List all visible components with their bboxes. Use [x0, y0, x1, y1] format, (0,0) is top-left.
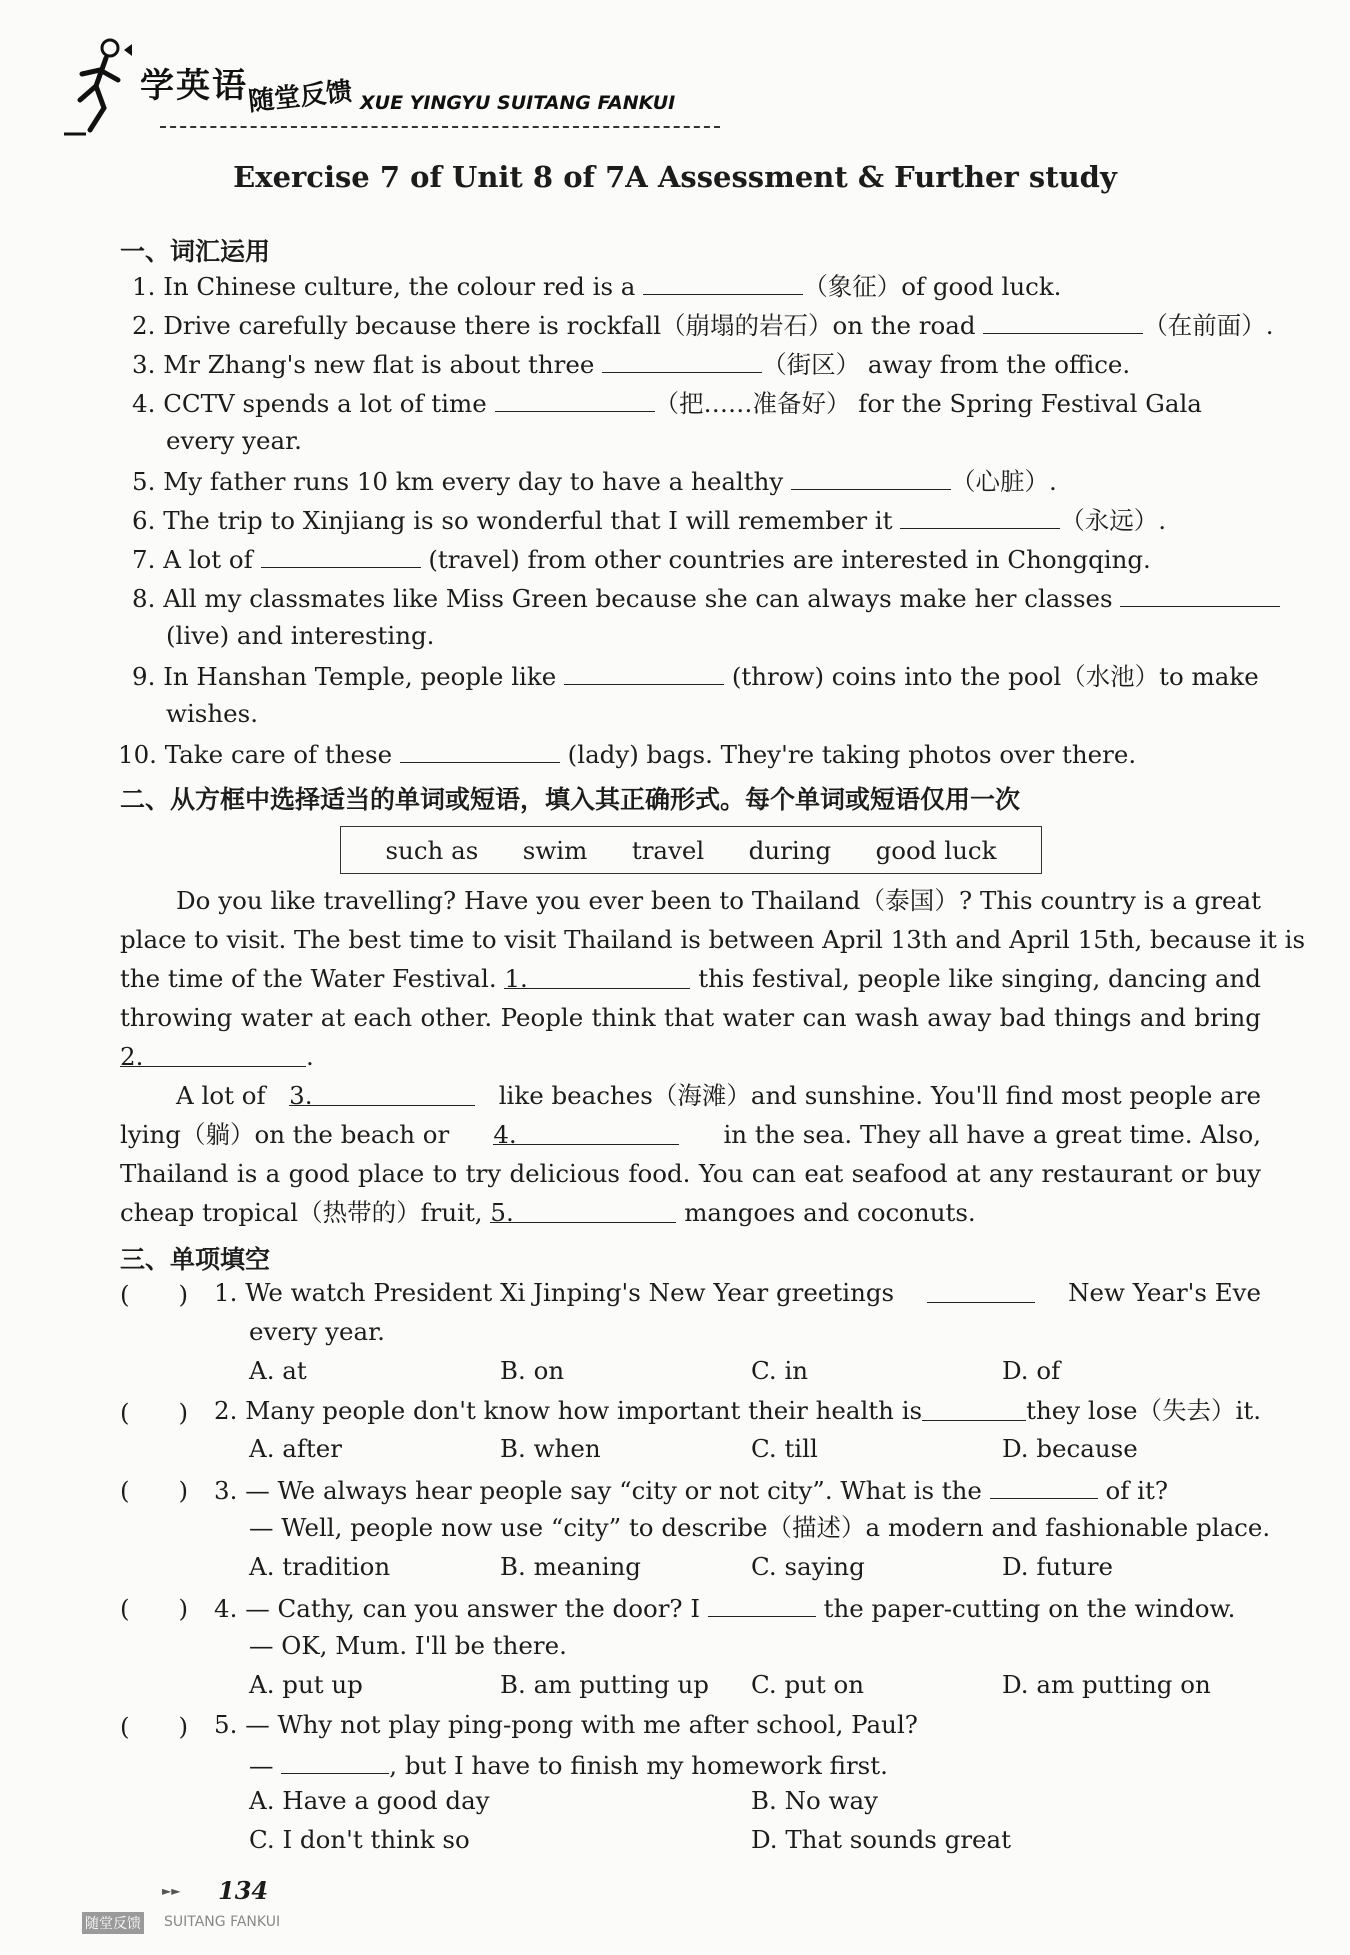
passage-blank-5[interactable]: 5.: [490, 1196, 676, 1223]
choice-a: A. put up: [249, 1670, 363, 1699]
passage-line: throwing water at each other. People think that water can wash away bad things and bring: [120, 1003, 1261, 1032]
passage-line: Thailand is a good place to try delicious food. You can eat seafood at any restaurant or buy: [120, 1159, 1261, 1188]
passage-line: Do you like travelling? Have you ever been to Thailand（泰国）? This country is a great: [176, 886, 1261, 915]
answer-blank: [708, 1590, 816, 1617]
header-pinyin: XUE YINGYU SUITANG FANKUI: [360, 92, 676, 114]
s3-q5-cont: — , but I have to finish my homework first.: [249, 1747, 888, 1783]
section1-heading: 一、词汇运用: [120, 237, 271, 266]
passage-line: cheap tropical（热带的）fruit, 5. mangoes and coconuts.: [120, 1198, 976, 1227]
choice-d: D. because: [1002, 1434, 1138, 1463]
s3-q2: 2. Many people don't know how important their health is they lose（失去）it.: [214, 1396, 1261, 1425]
s1-q2: 2. Drive carefully because there is rockfall（崩塌的岩石）on the road （在前面）.: [132, 307, 1274, 343]
header-cn-title: 学英语: [140, 66, 248, 106]
answer-blank[interactable]: [1120, 580, 1280, 607]
answer-blank[interactable]: [983, 307, 1143, 334]
section2-heading: 二、从方框中选择适当的单词或短语，填入其正确形式。每个单词或短语仅用一次: [120, 785, 1021, 814]
s1-q4-cont: every year.: [166, 426, 302, 455]
answer-blank: [922, 1394, 1026, 1421]
answer-blank[interactable]: [643, 268, 803, 295]
s1-q10: 10. Take care of these (lady) bags. They're taking photos over there.: [118, 736, 1136, 772]
passage-line: 2. .: [120, 1042, 314, 1071]
s3-q4: 4. — Cathy, can you answer the door? I the paper-cutting on the window.: [214, 1590, 1235, 1626]
arrow-icon: ►►: [162, 1884, 181, 1898]
choice-b: B. when: [500, 1434, 601, 1463]
passage-line: place to visit. The best time to visit Thailand is between April 13th and April 15th, because it is: [120, 925, 1306, 954]
word-option: during: [748, 835, 832, 865]
passage-blank-3[interactable]: 3.: [289, 1079, 475, 1106]
s1-q6: 6. The trip to Xinjiang is so wonderful that I will remember it （永远）.: [132, 502, 1166, 538]
word-option: good luck: [875, 835, 997, 865]
answer-blank[interactable]: [400, 736, 560, 763]
passage-blank-4[interactable]: 4.: [493, 1118, 679, 1145]
choice-b: B. No way: [751, 1786, 878, 1815]
s1-q5: 5. My father runs 10 km every day to have a healthy （心脏）.: [132, 463, 1057, 499]
passage-line: lying（躺）on the beach or 4. in the sea. They all have a great time. Also,: [120, 1120, 1261, 1149]
choice-a: A. at: [249, 1356, 307, 1385]
answer-paren[interactable]: ( ): [120, 1476, 189, 1505]
passage-line: the time of the Water Festival. 1. this festival, people like singing, dancing and: [120, 964, 1261, 993]
s3-q1: 1. We watch President Xi Jinping's New Year greetings New Year's Eve: [214, 1278, 1261, 1307]
choice-d: D. of: [1002, 1356, 1061, 1385]
choice-d: D. That sounds great: [751, 1825, 1011, 1854]
choice-c: C. put on: [751, 1670, 865, 1699]
page-header: [60, 20, 680, 140]
choice-c: C. I don't think so: [249, 1825, 470, 1854]
s1-q9: 9. In Hanshan Temple, people like (throw) coins into the pool（水池）to make: [132, 658, 1259, 694]
word-box: [340, 826, 1042, 874]
choice-c: C. saying: [751, 1552, 865, 1581]
s3-q4-cont: — OK, Mum. I'll be there.: [249, 1631, 567, 1660]
passage-blank-1[interactable]: 1.: [504, 962, 690, 989]
s1-q3: 3. Mr Zhang's new flat is about three （街区） away from the office.: [132, 346, 1130, 382]
passage-blank-2[interactable]: 2.: [120, 1040, 306, 1067]
answer-paren[interactable]: ( ): [120, 1280, 189, 1309]
choice-a: A. Have a good day: [249, 1786, 490, 1815]
choice-c: C. till: [751, 1434, 818, 1463]
answer-blank[interactable]: [900, 502, 1060, 529]
answer-blank[interactable]: [495, 385, 655, 412]
answer-blank[interactable]: [602, 346, 762, 373]
s1-q4: 4. CCTV spends a lot of time （把……准备好） for the Spring Festival Gala: [132, 385, 1202, 421]
answer-blank: [281, 1747, 389, 1774]
page-number: 134: [218, 1876, 269, 1905]
footer-en-label: SUITANG FANKUI: [164, 1914, 281, 1930]
answer-blank[interactable]: [791, 463, 951, 490]
answer-blank: [927, 1276, 1035, 1303]
page-title: Exercise 7 of Unit 8 of 7A Assessment & Further study: [233, 160, 1117, 194]
choice-a: A. after: [249, 1434, 342, 1463]
answer-paren[interactable]: ( ): [120, 1594, 189, 1623]
choice-c: C. in: [751, 1356, 809, 1385]
s1-q8: 8. All my classmates like Miss Green because she can always make her classes: [132, 580, 1280, 616]
s1-q8-cont: (live) and interesting.: [166, 621, 435, 650]
runner-logo-icon: [60, 30, 140, 140]
choice-d: D. am putting on: [1002, 1670, 1211, 1699]
word-option: swim: [522, 835, 588, 865]
choice-b: B. meaning: [500, 1552, 641, 1581]
choice-a: A. tradition: [249, 1552, 391, 1581]
s1-q9-cont: wishes.: [166, 699, 259, 728]
choice-b: B. am putting up: [500, 1670, 709, 1699]
s1-q1: 1. In Chinese culture, the colour red is a （象征）of good luck.: [132, 268, 1061, 304]
s3-q5: 5. — Why not play ping-pong with me after school, Paul?: [214, 1710, 918, 1739]
s3-q3-cont: — Well, people now use “city” to describe（描述）a modern and fashionable place.: [249, 1513, 1271, 1542]
footer-cn-label: 随堂反馈: [82, 1912, 144, 1934]
choice-b: B. on: [500, 1356, 565, 1385]
section3-heading: 三、单项填空: [120, 1245, 271, 1274]
answer-blank: [990, 1472, 1098, 1499]
answer-blank[interactable]: [564, 658, 724, 685]
answer-paren[interactable]: ( ): [120, 1712, 189, 1741]
header-cn-subtitle: 随堂反馈: [246, 76, 354, 118]
header-divider: [160, 126, 720, 128]
s1-q7: 7. A lot of (travel) from other countries are interested in Chongqing.: [132, 541, 1151, 577]
s3-q3: 3. — We always hear people say “city or not city”. What is the of it?: [214, 1472, 1168, 1508]
s3-q1-cont: every year.: [249, 1317, 385, 1346]
word-option: such as: [385, 835, 479, 865]
choice-d: D. future: [1002, 1552, 1114, 1581]
answer-blank[interactable]: [261, 541, 421, 568]
answer-paren[interactable]: ( ): [120, 1398, 189, 1427]
passage-line: A lot of 3. like beaches（海滩）and sunshine. You'll find most people are: [176, 1081, 1261, 1110]
word-option: travel: [631, 835, 705, 865]
